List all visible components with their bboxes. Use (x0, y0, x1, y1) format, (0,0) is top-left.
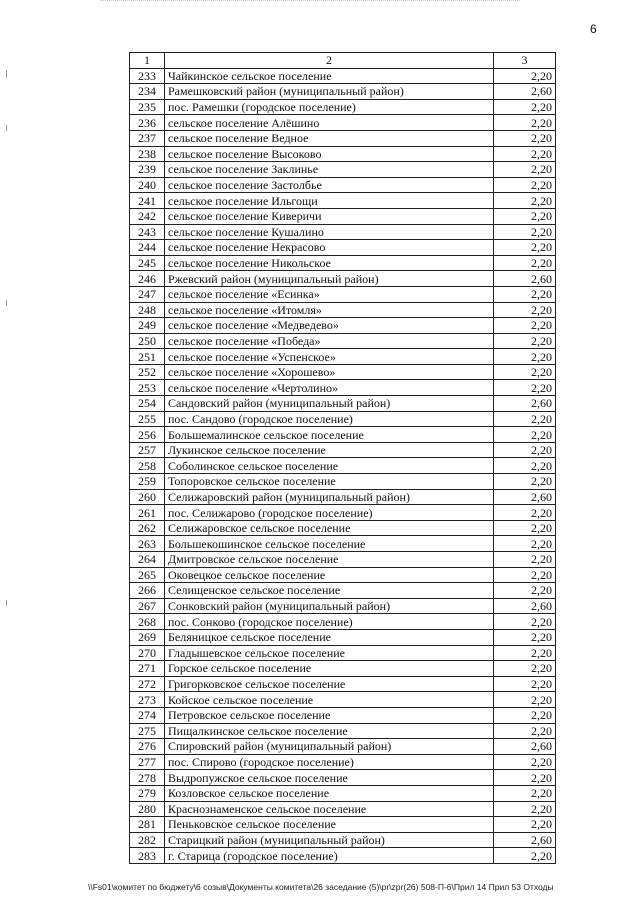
footer-file-path: \\Fs01\комитет по бюджету\6 созыв\Документы комитета\26 заседание (5)\pr\zpr(26) 508-П-6\Прил 14 Прил 53 Отходы (88, 882, 554, 892)
table-row (130, 785, 556, 801)
row-value: 2,20 (494, 505, 556, 521)
municipality-name: сельское поселение «Чертолино» (165, 380, 494, 396)
municipality-name: сельское поселение Застолбье (165, 177, 494, 193)
table-row (130, 208, 556, 224)
table-row (130, 614, 556, 630)
municipality-name: Оковецкое сельское поселение (165, 567, 494, 583)
row-value: 2,20 (494, 224, 556, 240)
row-number: 252 (130, 364, 165, 380)
municipality-name: пос. Сандово (городское поселение) (165, 411, 494, 427)
table-row (130, 177, 556, 193)
table-row (130, 661, 556, 677)
row-number: 236 (130, 115, 165, 131)
table-row (130, 380, 556, 396)
row-number: 277 (130, 754, 165, 770)
row-number: 234 (130, 84, 165, 100)
table-row (130, 364, 556, 380)
row-number: 243 (130, 224, 165, 240)
municipality-name: Беляницкое сельское поселение (165, 629, 494, 645)
table-row (130, 770, 556, 786)
table-row (130, 801, 556, 817)
row-number: 275 (130, 723, 165, 739)
table-row (130, 520, 556, 536)
row-number: 258 (130, 458, 165, 474)
row-value: 2,20 (494, 442, 556, 458)
row-number: 262 (130, 520, 165, 536)
row-value: 2,20 (494, 848, 556, 864)
margin-mark (6, 125, 7, 131)
row-value: 2,60 (494, 489, 556, 505)
table-row (130, 130, 556, 146)
table-row (130, 583, 556, 599)
municipality-name: Селищенское сельское поселение (165, 583, 494, 599)
municipality-name: пос. Сонково (городское поселение) (165, 614, 494, 630)
municipality-name: сельское поселение Кушалино (165, 224, 494, 240)
row-value: 2,20 (494, 458, 556, 474)
table-row (130, 832, 556, 848)
row-value: 2,20 (494, 583, 556, 599)
row-value: 2,60 (494, 84, 556, 100)
row-number: 233 (130, 68, 165, 84)
row-value: 2,20 (494, 552, 556, 568)
municipality-name: Краснознаменское сельское поселение (165, 801, 494, 817)
municipality-name: сельское поселение Никольское (165, 255, 494, 271)
row-value: 2,20 (494, 629, 556, 645)
row-value: 2,20 (494, 349, 556, 365)
municipality-name: Горское сельское поселение (165, 661, 494, 677)
row-value: 2,60 (494, 739, 556, 755)
table-row (130, 474, 556, 490)
municipality-name: сельское поселение «Хорошево» (165, 364, 494, 380)
municipality-name: Топоровское сельское поселение (165, 474, 494, 490)
municipality-name: Гладышевское сельское поселение (165, 645, 494, 661)
table-row (130, 349, 556, 365)
row-number: 274 (130, 707, 165, 723)
table-row (130, 505, 556, 521)
table-row (130, 848, 556, 864)
table-row (130, 333, 556, 349)
row-number: 276 (130, 739, 165, 755)
municipality-name: Петровское сельское поселение (165, 707, 494, 723)
table-row (130, 817, 556, 833)
table-row (130, 552, 556, 568)
row-number: 237 (130, 130, 165, 146)
municipality-name: сельское поселение «Есинка» (165, 286, 494, 302)
table-row (130, 598, 556, 614)
row-value: 2,20 (494, 240, 556, 256)
municipality-name: Пеньковское сельское поселение (165, 817, 494, 833)
row-value: 2,20 (494, 770, 556, 786)
row-value: 2,20 (494, 333, 556, 349)
municipality-name: Сандовский район (муниципальный район) (165, 396, 494, 412)
table-row (130, 255, 556, 271)
table-row (130, 240, 556, 256)
municipality-name: сельское поселение «Медведево» (165, 318, 494, 334)
row-number: 242 (130, 208, 165, 224)
header-col-2: 2 (165, 53, 494, 69)
row-number: 271 (130, 661, 165, 677)
row-number: 245 (130, 255, 165, 271)
row-number: 268 (130, 614, 165, 630)
table-row (130, 99, 556, 115)
table-row (130, 489, 556, 505)
municipality-name: сельское поселение «Итомля» (165, 302, 494, 318)
row-value: 2,20 (494, 785, 556, 801)
municipality-name: пос. Спирово (городское поселение) (165, 754, 494, 770)
municipality-name: Спировский район (муниципальный район) (165, 739, 494, 755)
row-number: 248 (130, 302, 165, 318)
row-number: 282 (130, 832, 165, 848)
header-col-3: 3 (494, 53, 556, 69)
row-value: 2,20 (494, 162, 556, 178)
row-value: 2,20 (494, 817, 556, 833)
row-value: 2,20 (494, 302, 556, 318)
municipality-name: Пищалкинское сельское поселение (165, 723, 494, 739)
row-number: 235 (130, 99, 165, 115)
row-value: 2,20 (494, 520, 556, 536)
table-row (130, 318, 556, 334)
municipality-name: Выдропужское сельское поселение (165, 770, 494, 786)
row-value: 2,60 (494, 598, 556, 614)
table-row (130, 739, 556, 755)
row-number: 238 (130, 146, 165, 162)
table-row (130, 84, 556, 100)
row-number: 280 (130, 801, 165, 817)
row-number: 255 (130, 411, 165, 427)
row-value: 2,20 (494, 474, 556, 490)
row-value: 2,60 (494, 271, 556, 287)
municipality-name: Селижаровский район (муниципальный район) (165, 489, 494, 505)
row-number: 253 (130, 380, 165, 396)
row-number: 270 (130, 645, 165, 661)
table-row (130, 676, 556, 692)
row-value: 2,20 (494, 99, 556, 115)
municipality-name: Лукинское сельское поселение (165, 442, 494, 458)
row-value: 2,20 (494, 707, 556, 723)
municipality-name: сельское поселение «Успенское» (165, 349, 494, 365)
row-value: 2,20 (494, 614, 556, 630)
row-number: 260 (130, 489, 165, 505)
row-value: 2,20 (494, 286, 556, 302)
table-row (130, 629, 556, 645)
row-number: 244 (130, 240, 165, 256)
row-number: 241 (130, 193, 165, 209)
row-number: 239 (130, 162, 165, 178)
municipality-name: Козловское сельское поселение (165, 785, 494, 801)
row-number: 281 (130, 817, 165, 833)
row-value: 2,20 (494, 661, 556, 677)
table-row (130, 411, 556, 427)
municipality-name: Селижаровское сельское поселение (165, 520, 494, 536)
row-number: 247 (130, 286, 165, 302)
row-number: 263 (130, 536, 165, 552)
row-number: 249 (130, 318, 165, 334)
scan-artifact-line (100, 0, 520, 5)
municipality-name: сельское поселение Некрасово (165, 240, 494, 256)
row-value: 2,20 (494, 146, 556, 162)
row-value: 2,20 (494, 177, 556, 193)
table-row (130, 754, 556, 770)
table-row (130, 68, 556, 84)
row-number: 259 (130, 474, 165, 490)
row-number: 265 (130, 567, 165, 583)
row-number: 272 (130, 676, 165, 692)
row-value: 2,20 (494, 193, 556, 209)
row-value: 2,20 (494, 692, 556, 708)
table-row (130, 692, 556, 708)
table-row (130, 536, 556, 552)
table-row (130, 193, 556, 209)
municipality-name: Койское сельское поселение (165, 692, 494, 708)
row-number: 251 (130, 349, 165, 365)
row-number: 264 (130, 552, 165, 568)
row-value: 2,60 (494, 832, 556, 848)
row-number: 273 (130, 692, 165, 708)
municipality-name: пос. Селижарово (городское поселение) (165, 505, 494, 521)
municipality-name: сельское поселение Высоково (165, 146, 494, 162)
row-number: 283 (130, 848, 165, 864)
row-number: 240 (130, 177, 165, 193)
municipality-name: Большекошинское сельское поселение (165, 536, 494, 552)
row-number: 257 (130, 442, 165, 458)
row-value: 2,60 (494, 396, 556, 412)
row-value: 2,20 (494, 130, 556, 146)
table-row (130, 302, 556, 318)
row-value: 2,20 (494, 754, 556, 770)
row-number: 250 (130, 333, 165, 349)
margin-mark (6, 70, 7, 78)
row-number: 267 (130, 598, 165, 614)
row-value: 2,20 (494, 255, 556, 271)
header-col-1: 1 (130, 53, 165, 69)
table-row (130, 427, 556, 443)
municipality-name: сельское поселение Ведное (165, 130, 494, 146)
row-value: 2,20 (494, 208, 556, 224)
municipality-name: пос. Рамешки (городское поселение) (165, 99, 494, 115)
table-row (130, 442, 556, 458)
municipality-name: сельское поселение «Победа» (165, 333, 494, 349)
row-value: 2,20 (494, 676, 556, 692)
row-number: 246 (130, 271, 165, 287)
table-header-row (130, 53, 556, 69)
row-number: 269 (130, 629, 165, 645)
row-value: 2,20 (494, 723, 556, 739)
row-number: 266 (130, 583, 165, 599)
page-number: 6 (590, 22, 597, 36)
municipality-name: Старицкий район (муниципальный район) (165, 832, 494, 848)
margin-mark (6, 600, 7, 606)
table-row (130, 458, 556, 474)
row-value: 2,20 (494, 115, 556, 131)
row-value: 2,20 (494, 536, 556, 552)
data-table (129, 52, 556, 864)
row-value: 2,20 (494, 567, 556, 583)
row-number: 279 (130, 785, 165, 801)
municipality-name: сельское поселение Ильгощи (165, 193, 494, 209)
row-value: 2,20 (494, 427, 556, 443)
table-row (130, 115, 556, 131)
table-row (130, 271, 556, 287)
municipality-name: сельское поселение Алёшино (165, 115, 494, 131)
table-row (130, 162, 556, 178)
table-row (130, 645, 556, 661)
municipality-name: сельское поселение Заклинье (165, 162, 494, 178)
row-value: 2,20 (494, 380, 556, 396)
municipality-name: Сонковский район (муниципальный район) (165, 598, 494, 614)
row-value: 2,20 (494, 364, 556, 380)
margin-mark (6, 300, 7, 306)
municipality-name: Дмитровское сельское поселение (165, 552, 494, 568)
municipality-name: г. Старица (городское поселение) (165, 848, 494, 864)
row-value: 2,20 (494, 318, 556, 334)
municipality-name: Соболинское сельское поселение (165, 458, 494, 474)
table-row (130, 723, 556, 739)
municipality-name: Большемалинское сельское поселение (165, 427, 494, 443)
table-row (130, 396, 556, 412)
row-value: 2,20 (494, 801, 556, 817)
row-value: 2,20 (494, 68, 556, 84)
row-value: 2,20 (494, 645, 556, 661)
row-value: 2,20 (494, 411, 556, 427)
municipality-name: Григорковское сельское поселение (165, 676, 494, 692)
table-row (130, 224, 556, 240)
row-number: 278 (130, 770, 165, 786)
table-row (130, 567, 556, 583)
table-row (130, 707, 556, 723)
row-number: 256 (130, 427, 165, 443)
municipality-name: Рамешковский район (муниципальный район) (165, 84, 494, 100)
table-row (130, 286, 556, 302)
municipality-name: Ржевский район (муниципальный район) (165, 271, 494, 287)
row-number: 254 (130, 396, 165, 412)
municipality-name: сельское поселение Киверичи (165, 208, 494, 224)
municipality-name: Чайкинское сельское поселение (165, 68, 494, 84)
table-row (130, 146, 556, 162)
row-number: 261 (130, 505, 165, 521)
